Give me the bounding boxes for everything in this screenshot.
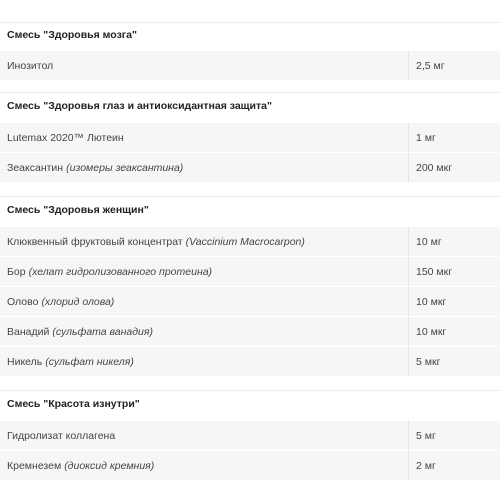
ingredient-label: Lutemax 2020™ Лютеин [7, 131, 124, 144]
section-header: Смесь "Красота изнутри" [0, 390, 500, 417]
section-header: Смесь "Здоровья глаз и антиоксидантная защита" [0, 92, 500, 119]
ingredient-label: Инозитол [7, 59, 54, 72]
ingredient-note: (сульфат никеля) [45, 355, 134, 368]
ingredient-label: Кремнезем [7, 459, 62, 472]
ingredient-amount: 5 мкг [416, 355, 441, 368]
ingredient-amount: 5 мг [416, 429, 436, 442]
ingredient-note: (хлорид олова) [41, 295, 115, 308]
ingredient-amount: 1 мг [416, 131, 436, 144]
ingredient-label: Олово [7, 295, 39, 308]
ingredient-label: Зеаксантин [7, 161, 64, 174]
table-row [0, 50, 500, 80]
table-row [0, 256, 500, 286]
ingredient-label: Клюквенный фруктовый концентрат [7, 235, 183, 248]
ingredient-note: (диоксид кремния) [64, 459, 155, 472]
ingredient-name [0, 227, 409, 256]
table-row [0, 450, 500, 480]
ingredient-amount: 10 мкг [416, 295, 447, 308]
ingredient-label: Никель [7, 355, 43, 368]
ingredient-label: Бор [7, 265, 26, 278]
ingredient-label: Гидролизат коллагена [7, 429, 116, 442]
table-row [0, 316, 500, 346]
table-row [0, 122, 500, 152]
ingredient-name [0, 51, 409, 80]
table-row [0, 346, 500, 376]
table-row [0, 286, 500, 316]
ingredient-name [0, 123, 409, 152]
ingredient-note: (изомеры зеаксантина) [66, 161, 184, 174]
ingredient-note: (сульфата ванадия) [52, 325, 154, 338]
ingredient-label: Ванадий [7, 325, 50, 338]
ingredient-amount: 150 мкг [416, 265, 453, 278]
ingredient-note: (хелат гидролизованного протеина) [28, 265, 213, 278]
ingredient-amount: 10 мкг [416, 325, 447, 338]
ingredient-name [0, 153, 409, 182]
table-row [0, 420, 500, 450]
ingredient-note: (Vaccinium Macrocarpon) [185, 235, 305, 248]
ingredient-amount: 2,5 мг [416, 59, 445, 72]
table-row [0, 152, 500, 182]
ingredient-name [0, 347, 409, 376]
ingredient-amount: 2 мг [416, 459, 436, 472]
ingredient-name [0, 257, 409, 286]
ingredient-name [0, 317, 409, 346]
ingredient-amount: 10 мг [416, 235, 442, 248]
section-header: Смесь "Здоровья женщин" [0, 196, 500, 223]
ingredient-name [0, 287, 409, 316]
ingredient-amount: 200 мкг [416, 161, 453, 174]
ingredient-name [0, 421, 409, 450]
ingredient-name [0, 451, 409, 480]
section-header: Смесь "Здоровья мозга" [0, 22, 500, 47]
table-row [0, 226, 500, 256]
